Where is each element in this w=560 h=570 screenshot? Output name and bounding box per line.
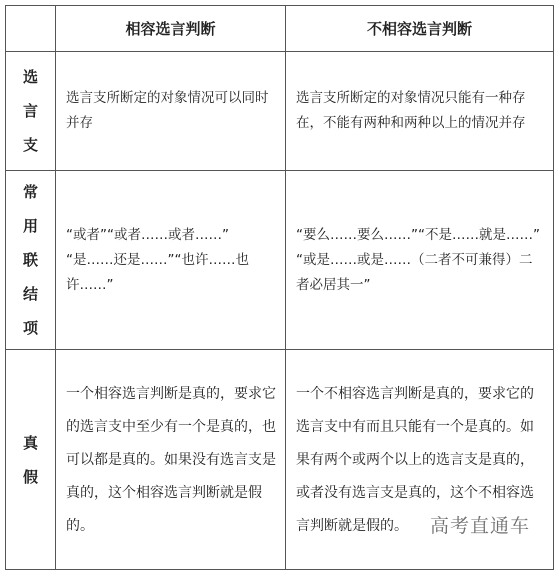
cell-text: “或是……或是……（二者不可兼得）二者必居其一”: [296, 251, 533, 293]
comparison-table: [5, 5, 554, 570]
cell-text: 一个不相容选言判断是真的，要求它的选言支中有而且只能有一个是真的。如果有两个或两个以上的选言支是真的，或者没有选言支是真的，这个不相容选言判断就是假的。: [296, 386, 534, 534]
cell-compatible-disjuncts: [56, 52, 286, 171]
header-incompatible: 不相容选言判断: [286, 6, 554, 52]
row-label-connectives: [6, 171, 56, 350]
cell-text: “要么……要么……”“不是……就是……”: [296, 226, 540, 243]
row-label-disjuncts: [6, 52, 56, 171]
cell-incompatible-connectives: [286, 171, 554, 350]
row-label-char: 联: [22, 251, 38, 269]
row-label-char: 用: [22, 217, 38, 235]
cell-text: “或者”“或者……或者……”: [66, 226, 229, 243]
header-row: [6, 6, 554, 52]
cell-text: “是……还是……”“也许……也许……”: [66, 251, 249, 293]
table-row-disjuncts: [6, 52, 554, 171]
cell-text: 选言支所断定的对象情况可以同时并存: [66, 90, 269, 131]
cell-incompatible-disjuncts: [286, 52, 554, 171]
row-label-char: 项: [22, 319, 38, 337]
row-label-char: 真: [22, 433, 38, 452]
header-compatible: 相容选言判断: [56, 6, 286, 52]
row-label-char: 支: [22, 136, 38, 154]
cell-compatible-truth: [56, 350, 286, 570]
row-label-char: 选: [22, 68, 38, 86]
cell-text: 一个相容选言判断是真的，要求它的选言支中至少有一个是真的，也可以都是真的。如果没有选言支是真的，这个相容选言判断就是假的。: [66, 386, 276, 534]
cell-text: 选言支所断定的对象情况只能有一种存在，不能有两种和两种以上的情况并存: [296, 90, 526, 131]
row-label-truth: [6, 350, 56, 570]
table-row-connectives: [6, 171, 554, 350]
row-label-char: 结: [22, 285, 38, 303]
row-label-char: 常: [22, 183, 38, 201]
header-corner: [6, 6, 56, 52]
cell-compatible-connectives: [56, 171, 286, 350]
row-label-char: 言: [22, 102, 38, 120]
watermark-text: 高考直通车: [429, 515, 530, 537]
row-label-char: 假: [22, 467, 38, 486]
